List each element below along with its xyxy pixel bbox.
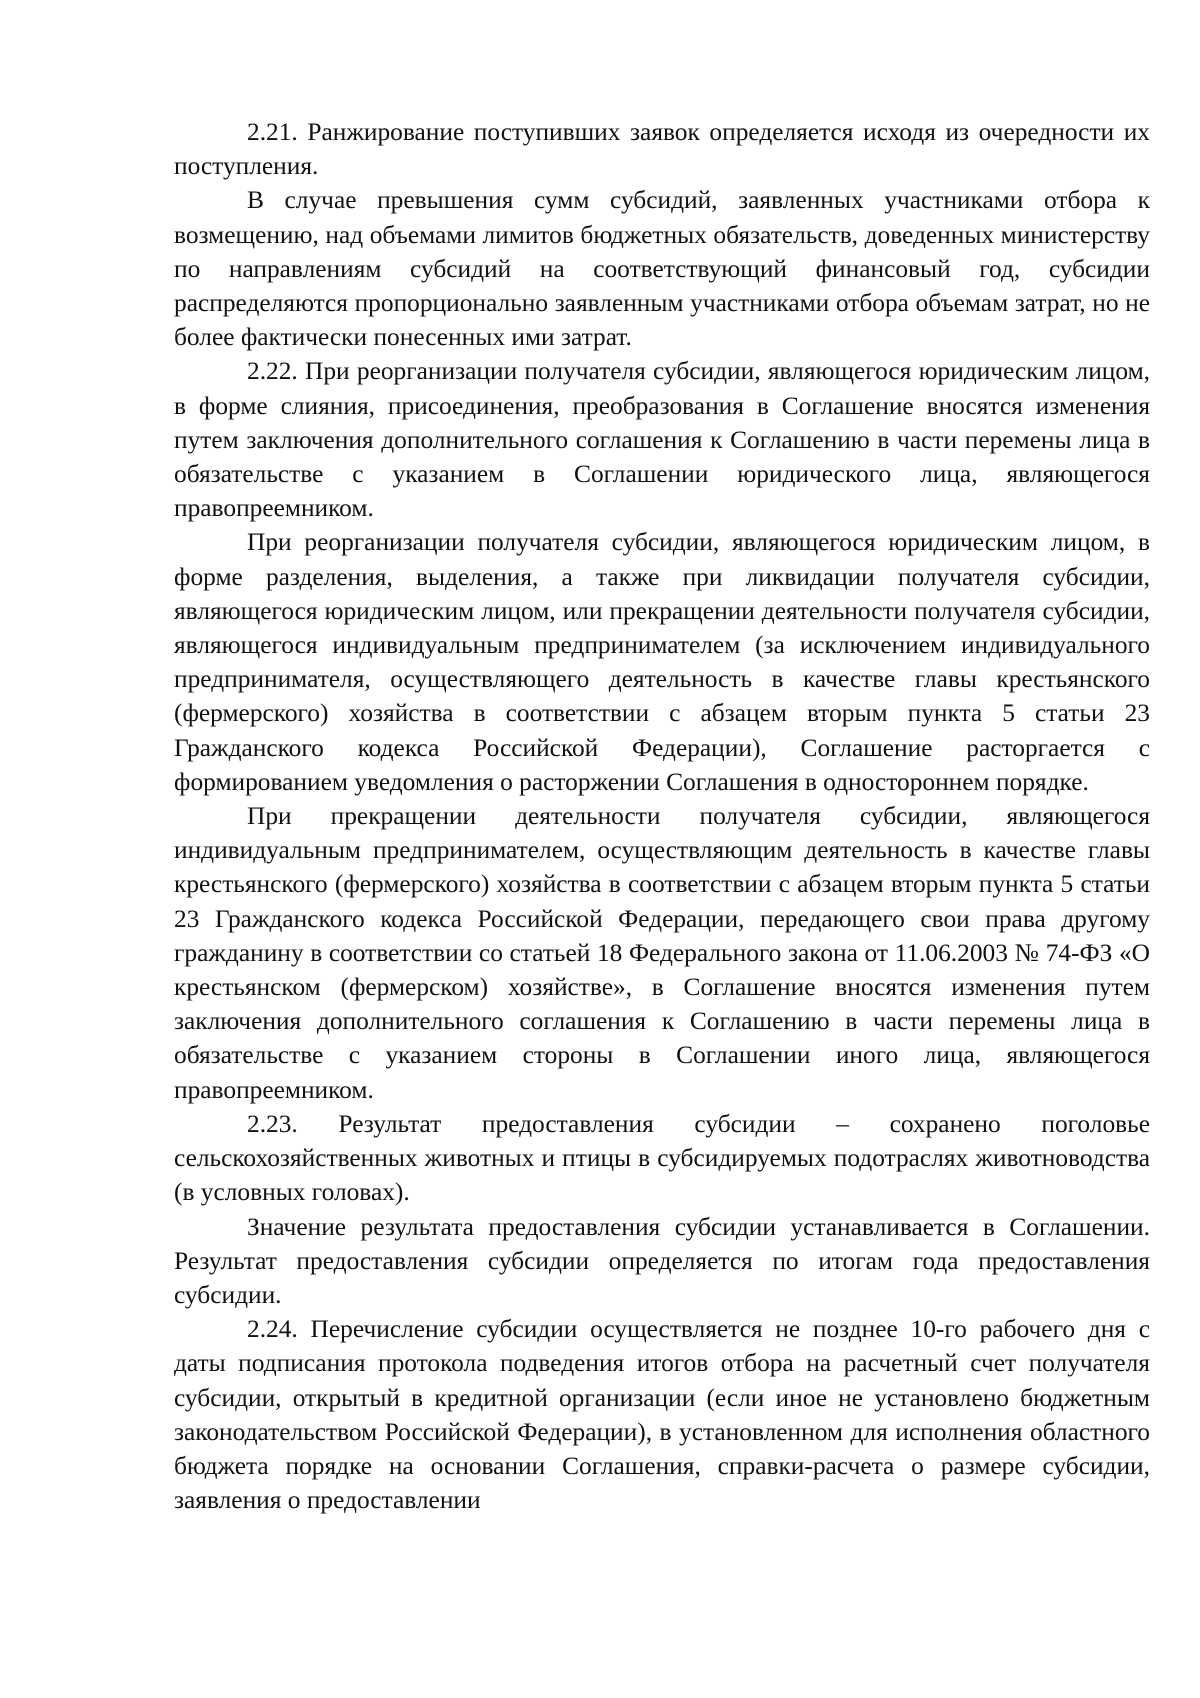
paragraph-result-value: Значение результата предоставления субсидии устанавливается в Соглашении. Результат предоставления субсидии определяется по итогам года предоставления субсидии. [174, 1212, 1150, 1309]
paragraph-2-22: 2.22. При реорганизации получателя субсидии, являющегося юридическим лицом, в форме слияния, присоединения, преобразования в Соглашение вносятся изменения путем заключения дополнительного соглашения к Соглашению в части перемены лица в обязательстве с указанием в Соглашении юридического лица, являющегося правопреемником. [174, 357, 1150, 523]
paragraph-subsidy-distribution: В случае превышения сумм субсидий, заявленных участниками отбора к возмещению, над объемами лимитов бюджетных обязательств, доведенных министерству по направлениям субсидий на соответствующий финансовый год, субсидии распределяются пропорционально заявленным участниками отбора объемам затрат, но не более фактически понесенных ими затрат. [174, 186, 1150, 352]
paragraph-2-24: 2.24. Перечисление субсидии осуществляется не позднее 10-го рабочего дня с даты подписания протокола подведения итогов отбора на расчетный счет получателя субсидии, открытый в кредитной организации (если иное не установлено бюджетным законодательством Российской Федерации), в установленном для исполнения областного бюджета порядке на основании Соглашения, справки-расчета о размере субсидии, заявления о предоставлении [174, 1315, 1150, 1515]
paragraph-farm-succession: При прекращении деятельности получателя субсидии, являющегося индивидуальным предпринимателем, осуществляющим деятельность в качестве главы крестьянского (фермерского) хозяйства в соответствии с абзацем вторым пункта 5 статьи 23 Гражданского кодекса Российской Федерации, передающего свои права другому гражданину в соответствии со статьей 18 Федерального закона от 11.06.2003 № 74-ФЗ «О крестьянском (фермерском) хозяйстве», в Соглашение вносятся изменения путем заключения дополнительного соглашения к Соглашению в части перемены лица в обязательстве с указанием стороны в Соглашении иного лица, являющегося правопреемником. [174, 802, 1150, 1104]
paragraph-2-23: 2.23. Результат предоставления субсидии – сохранено поголовье сельскохозяйственных животных и птицы в субсидируемых подотраслях животноводства (в условных головах). [174, 1109, 1150, 1207]
document-body [174, 115, 1150, 1517]
paragraph-reorganization-termination: При реорганизации получателя субсидии, являющегося юридическим лицом, в форме разделения, выделения, а также при ликвидации получателя субсидии, являющегося юридическим лицом, или прекращении деятельности получателя субсидии, являющегося индивидуальным предпринимателем (за исключением индивидуального предпринимателя, осуществляющего деятельность в качестве главы крестьянского (фермерского) хозяйства в соответствии с абзацем вторым пункта 5 статьи 23 Гражданского кодекса Российской Федерации), Соглашение расторгается с формированием уведомления о расторжении Соглашения в одностороннем порядке. [174, 528, 1150, 796]
paragraph-2-21: 2.21. Ранжирование поступивших заявок определяется исходя из очередности их поступления. [174, 118, 1150, 181]
